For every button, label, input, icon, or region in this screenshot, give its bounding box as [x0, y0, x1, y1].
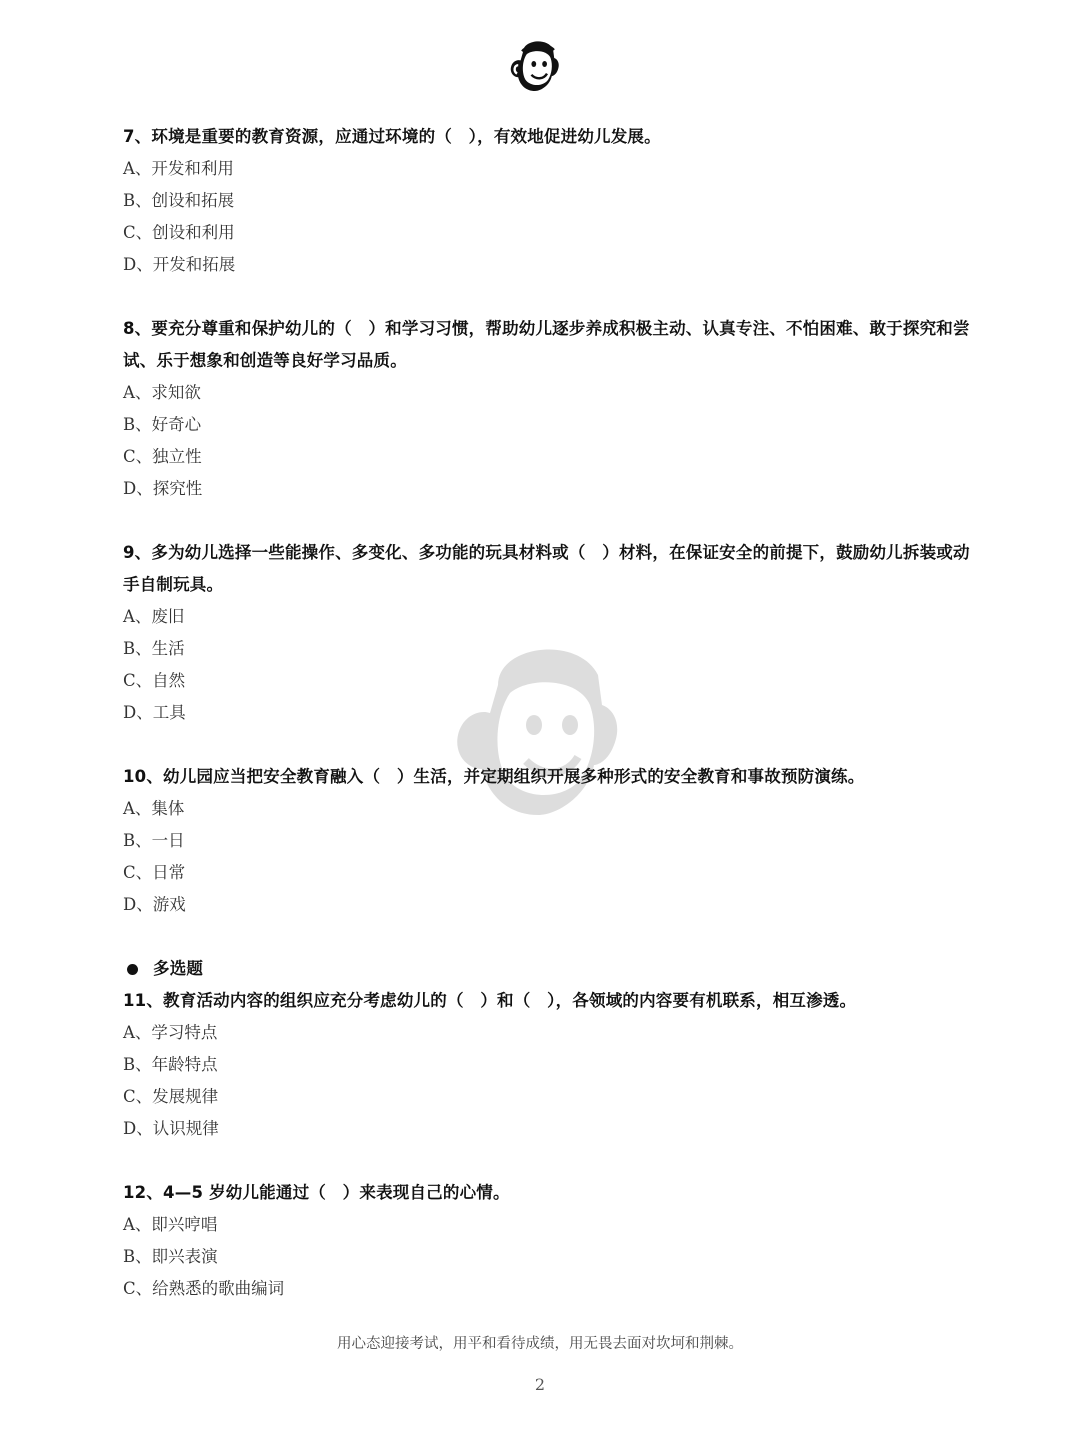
- question-9: [123, 537, 973, 729]
- option-b: B、好奇心: [123, 415, 202, 434]
- question-list: [123, 121, 973, 1305]
- option-a: A、集体: [123, 799, 185, 818]
- option-c: C、日常: [123, 863, 186, 882]
- option-a: A、学习特点: [123, 1023, 218, 1042]
- question-title: 8、要充分尊重和保护幼儿的（ ）和学习习惯，帮助幼儿逐步养成积极主动、认真专注、不怕困难、敢于探究和尝试、乐于想象和创造等良好学习品质。: [123, 319, 970, 370]
- question-8: [123, 313, 973, 505]
- option-d: D、探究性: [123, 479, 203, 498]
- option-b: B、一日: [123, 831, 185, 850]
- option-b: B、年龄特点: [123, 1055, 218, 1074]
- option-b: B、生活: [123, 639, 185, 658]
- question-title: 7、环境是重要的教育资源，应通过环境的（ ），有效地促进幼儿发展。: [123, 127, 661, 146]
- option-a: A、开发和利用: [123, 159, 234, 178]
- question-title: 9、多为幼儿选择一些能操作、多变化、多功能的玩具材料或（ ）材料，在保证安全的前提下，鼓励幼儿拆装或动手自制玩具。: [123, 543, 970, 594]
- option-d: D、开发和拓展: [123, 255, 236, 274]
- option-a: A、求知欲: [123, 383, 201, 402]
- section-heading-text: 多选题: [153, 959, 204, 978]
- option-c: C、发展规律: [123, 1087, 219, 1106]
- question-10: [123, 761, 973, 921]
- option-a: A、废旧: [123, 607, 185, 626]
- option-d: D、游戏: [123, 895, 186, 914]
- question-11: [123, 985, 973, 1145]
- option-d: D、认识规律: [123, 1119, 219, 1138]
- question-title: 10、幼儿园应当把安全教育融入（ ）生活，并定期组织开展多种形式的安全教育和事故预防演练。: [123, 767, 865, 786]
- question-7: [123, 121, 973, 281]
- bullet-icon: [127, 964, 138, 975]
- option-d: D、工具: [123, 703, 186, 722]
- option-c: C、独立性: [123, 447, 202, 466]
- monkey-logo-icon: [505, 34, 565, 94]
- question-title: 12、4—5 岁幼儿能通过（ ）来表现自己的心情。: [123, 1183, 510, 1202]
- option-b: B、即兴表演: [123, 1247, 218, 1266]
- option-a: A、即兴哼唱: [123, 1215, 218, 1234]
- option-c: C、创设和利用: [123, 223, 235, 242]
- section-heading: [123, 953, 973, 985]
- option-c: C、给熟悉的歌曲编词: [123, 1279, 285, 1298]
- question-12: [123, 1177, 973, 1305]
- option-c: C、自然: [123, 671, 186, 690]
- footer-quote: 用心态迎接考试，用平和看待成绩，用无畏去面对坎坷和荆棘。: [337, 1336, 743, 1352]
- option-b: B、创设和拓展: [123, 191, 235, 210]
- question-title: 11、教育活动内容的组织应充分考虑幼儿的（ ）和（ ），各领域的内容要有机联系，相互渗透。: [123, 991, 857, 1010]
- page-number: 2: [534, 1375, 546, 1394]
